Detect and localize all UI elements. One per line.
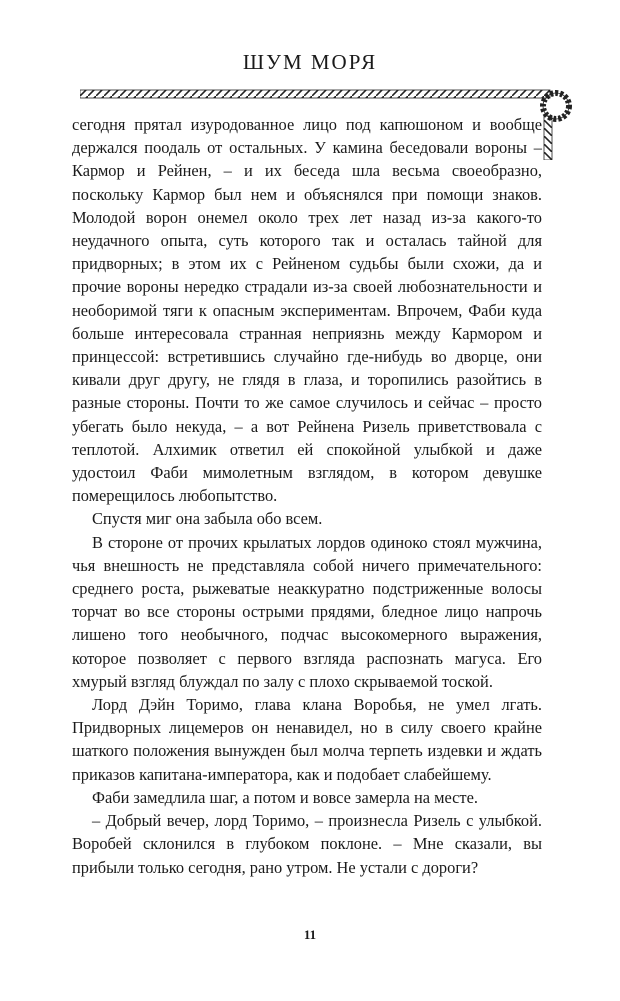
page-body	[72, 113, 542, 879]
paragraph: Лорд Дэйн Торимо, глава клана Воробья, не умел лгать. Придворных лицемеров он ненавидел, но в силу своего крайне шаткого положения вынужден был молча терпеть издевки и ждать приказов капитана-императора, как и подобает слабейшему.	[72, 695, 542, 784]
dialogue-paragraph: – Добрый вечер, лорд Торимо, – произнесла Ризель с улыбкой. Воробей склонился в глубоком поклоне. – Мне сказали, вы прибыли только сегодня, рано утром. Не устали с дороги?	[72, 811, 542, 877]
paragraph: В стороне от прочих крылатых лордов одиноко стоял мужчина, чья внешность не представляла собой ничего примечательного: среднего роста, рыжеватые неаккуратно подстриженные волосы торчат во все стороны острыми прядями, бледное лицо напрочь лишено того необычного, подчас высокомерного выражения, которое позволяет с первого взгляда распознать магуса. Его хмурый взгляд блуждал по залу с плохо скрываемой тоской.	[72, 532, 542, 691]
page-number: 11	[303, 927, 317, 942]
paragraph: Спустя миг она забыла обо всем.	[92, 509, 323, 529]
paragraph: Фаби замедлила шаг, а потом и вовсе замерла на месте.	[92, 787, 478, 807]
paragraph-continued: сегодня прятал изуродованное лицо под капюшоном и вообще держался поодаль от остальных. У камина беседовали вороны – Кармор и Рейнен, – и их беседа шла весьма своеобразно, поскольку Кармор был нем и объяснялся при помощи знаков. Молодой ворон онемел около трех лет назад из-за какого-то неудачного опыта, суть которого так и осталась тайной для придворных; в этом их с Рейненом судьбы были схожи, да и прочие вороны нередко страдали из-за своей любознательности и необоримой тяги к опасным экспериментам. Впрочем, Фаби куда больше интересовала странная неприязнь между Кармором и принцессой: встретившись случайно где-нибудь во дворце, они кивали друг другу, не глядя в глаза, и торопились разойтись в разные стороны. Почти то же самое случилось и сейчас – просто убегать было некуда, – а вот Рейнена Ризель приветствовала с теплотой. Алхимик ответил ей спокойной улыбкой и даже удостоил Фаби мимолетным взглядом, в котором девушке померещилось любопытство.	[72, 115, 542, 506]
running-header-title: ШУМ МОРЯ	[242, 50, 378, 74]
